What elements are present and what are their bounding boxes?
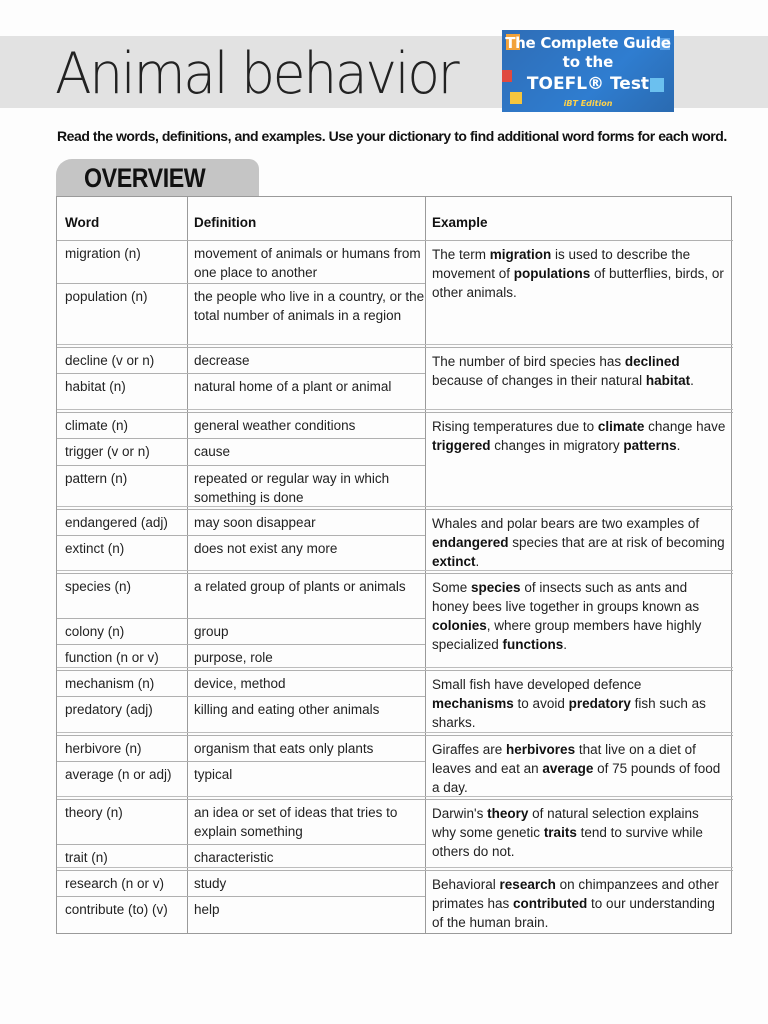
row-divider (57, 667, 733, 668)
example-text: Small fish have developed defence (432, 677, 642, 692)
example-text: Rising temperatures due to (432, 419, 598, 434)
definition-cell: group (194, 624, 229, 639)
row-divider (57, 732, 733, 733)
word-cell: herbivore (n) (65, 741, 142, 756)
word-cell: pattern (n) (65, 471, 128, 486)
word-cell: colony (n) (65, 624, 125, 639)
vocab-word-highlight: endangered (432, 535, 509, 550)
row-divider (57, 344, 733, 345)
vocab-word-highlight: patterns (623, 438, 677, 453)
logo-line-2: to the (562, 53, 614, 71)
header-example: Example (432, 215, 488, 230)
vocab-word-highlight: average (542, 761, 594, 776)
example-text: . (690, 373, 694, 388)
word-cell: habitat (n) (65, 379, 126, 394)
example-text: of insects such as ants and honey bees live together in groups known as (432, 580, 700, 614)
logo-line-4: iBT Edition (563, 99, 613, 108)
word-cell: trait (n) (65, 850, 108, 865)
row-divider (57, 896, 425, 897)
definition-cell: does not exist any more (194, 541, 338, 556)
definition-cell: help (194, 902, 220, 917)
word-cell: climate (n) (65, 418, 129, 433)
word-cell: predatory (adj) (65, 702, 153, 717)
logo-line-1: The Complete Guide (505, 34, 671, 52)
vocab-word-highlight: migration (489, 247, 552, 262)
row-divider (57, 618, 425, 619)
vocab-word-highlight: habitat (645, 373, 691, 388)
definition-cell: purpose, role (194, 650, 273, 665)
vocab-word-highlight: herbivores (506, 742, 576, 757)
definition-cell: the people who live in a country, or the total number of animals in a region (194, 289, 425, 323)
word-cell: average (n or adj) (65, 767, 172, 782)
word-cell: function (n or v) (65, 650, 159, 665)
example-cell (432, 804, 726, 861)
vocab-word-highlight: species (471, 580, 521, 595)
example-cell (432, 875, 726, 932)
definition-cell: natural home of a plant or animal (194, 379, 392, 394)
overview-label: OVERVIEW (84, 163, 206, 193)
vocab-word-highlight: traits (543, 825, 577, 840)
definition-cell: typical (194, 767, 233, 782)
example-cell (432, 740, 726, 797)
row-divider (57, 347, 733, 348)
example-text: of 75 pounds of food a day. (432, 761, 721, 795)
row-divider (57, 535, 425, 536)
vocabulary-table (56, 196, 732, 934)
definition-cell: a related group of plants or animals (194, 579, 406, 594)
example-text: because of changes in their natural (432, 373, 646, 388)
definition-cell: general weather conditions (194, 418, 356, 433)
row-divider (57, 644, 425, 645)
word-cell: population (n) (65, 289, 148, 304)
example-cell (432, 245, 726, 302)
example-text: The number of bird species has (432, 354, 625, 369)
row-divider (57, 696, 425, 697)
definition-cell: repeated or regular way in which something is done (194, 471, 390, 505)
vocab-word-highlight: declined (624, 354, 680, 369)
definition-cell: study (194, 876, 227, 891)
vocab-word-highlight: triggered (432, 438, 491, 453)
row-divider (57, 409, 733, 410)
row-divider (57, 412, 733, 413)
example-text: change have (644, 419, 726, 434)
example-text: to avoid (513, 696, 569, 711)
row-divider (57, 670, 733, 671)
row-divider (57, 735, 733, 736)
definition-cell: may soon disappear (194, 515, 316, 530)
example-text: Giraffes are (432, 742, 507, 757)
row-divider (57, 509, 733, 510)
row-divider (57, 844, 425, 845)
example-text: The term (432, 247, 490, 262)
row-divider (57, 870, 733, 871)
example-text: changes in migratory (490, 438, 624, 453)
example-text: species that are at risk of becoming (508, 535, 725, 550)
definition-cell: movement of animals or humans from one place to another (194, 246, 421, 280)
definition-cell: organism that eats only plants (194, 741, 374, 756)
definition-cell: characteristic (194, 850, 274, 865)
example-text: of natural selection explains why some genetic (432, 806, 699, 840)
page-title: Animal behavior (55, 41, 458, 107)
example-text: Some (432, 580, 472, 595)
word-cell: research (n or v) (65, 876, 165, 891)
example-cell (432, 675, 726, 732)
example-text: to our understanding of the human brain. (432, 896, 715, 930)
example-cell (432, 417, 726, 455)
book-logo (502, 30, 674, 112)
example-cell (432, 578, 726, 654)
vocab-word-highlight: mechanisms (432, 696, 514, 711)
row-divider (57, 573, 733, 574)
definition-cell: cause (194, 444, 231, 459)
vocab-word-highlight: predatory (568, 696, 631, 711)
definition-cell: device, method (194, 676, 286, 691)
word-cell: extinct (n) (65, 541, 125, 556)
row-divider (57, 867, 733, 868)
example-text: Darwin's (432, 806, 488, 821)
row-divider (57, 761, 425, 762)
word-cell: contribute (to) (v) (65, 902, 168, 917)
row-divider (57, 799, 733, 800)
definition-cell: an idea or set of ideas that tries to explain something (194, 805, 398, 839)
header-definition: Definition (194, 215, 257, 230)
vocab-word-highlight: research (499, 877, 556, 892)
row-divider (57, 283, 425, 284)
word-cell: migration (n) (65, 246, 141, 261)
example-text: is used to describe the movement of (432, 247, 691, 281)
vocab-word-highlight: populations (513, 266, 591, 281)
word-cell: mechanism (n) (65, 676, 155, 691)
example-cell (432, 514, 726, 571)
example-text: that live on a diet of leaves and eat an (432, 742, 696, 776)
example-text: tend to survive while others do not. (432, 825, 703, 859)
example-text: fish such as sharks. (432, 696, 706, 730)
word-cell: species (n) (65, 579, 132, 594)
example-text: . (475, 554, 480, 569)
vocab-word-highlight: contributed (513, 896, 588, 911)
example-cell (432, 352, 726, 390)
definition-cell: killing and eating other animals (194, 702, 380, 717)
example-text: , where group members have highly specialized (432, 618, 702, 652)
vocab-word-highlight: colonies (432, 618, 487, 633)
example-text: on chimpanzees and other primates has (432, 877, 719, 911)
vocab-word-highlight: extinct (432, 554, 476, 569)
row-divider (57, 240, 733, 241)
example-text: Behavioral (432, 877, 500, 892)
logo-line-3: TOEFL® Test (526, 74, 650, 94)
word-cell: theory (n) (65, 805, 123, 820)
definition-cell: decrease (194, 353, 250, 368)
overview-tab (56, 159, 259, 197)
vocab-word-highlight: functions (502, 637, 564, 652)
word-cell: endangered (adj) (65, 515, 168, 530)
example-text: . (563, 637, 568, 652)
vocab-word-highlight: theory (487, 806, 529, 821)
row-divider (57, 438, 425, 439)
instructions-text: Read the words, definitions, and examples. Use your dictionary to find additional word forms for each word. (57, 128, 727, 144)
example-text: of butterflies, birds, or other animals. (432, 266, 724, 300)
example-text: . (676, 438, 681, 453)
word-cell: trigger (v or n) (65, 444, 150, 459)
row-divider (57, 373, 425, 374)
row-divider (57, 465, 425, 466)
vocab-word-highlight: climate (597, 419, 645, 434)
header-word: Word (65, 215, 100, 230)
word-cell: decline (v or n) (65, 353, 155, 368)
column-divider (187, 197, 188, 933)
example-text: Whales and polar bears are two examples of (432, 516, 700, 531)
